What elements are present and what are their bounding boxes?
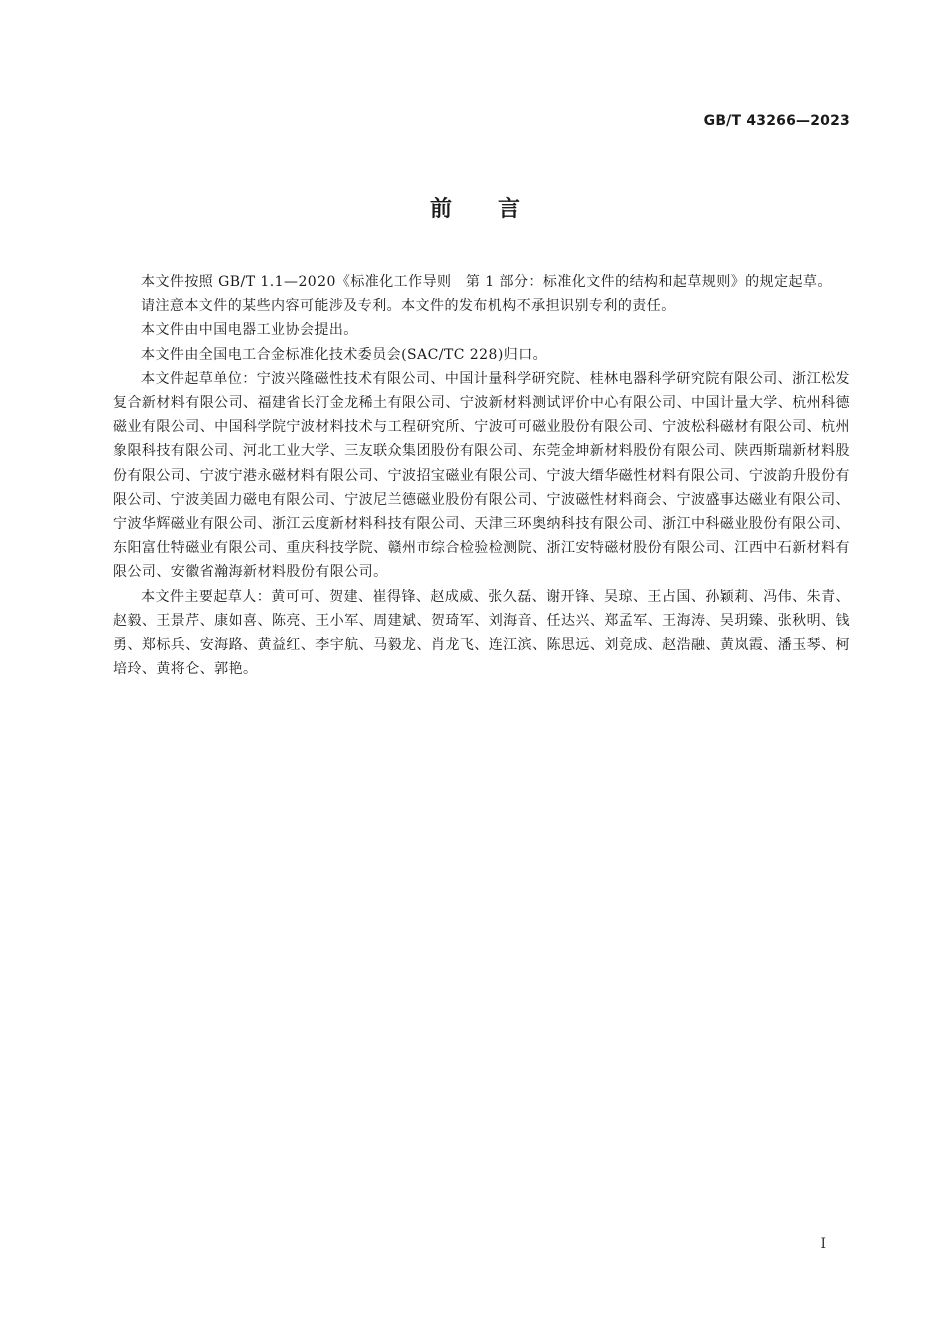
page-number: I (820, 1236, 826, 1252)
paragraph-proposer: 本文件由中国电器工业协会提出。 (141, 322, 358, 339)
paragraph-patent-notice: 请注意本文件的某些内容可能涉及专利。本文件的发布机构不承担识别专利的责任。 (141, 298, 676, 315)
foreword-body (113, 270, 850, 681)
paragraph-committee: 本文件由全国电工合金标准化技术委员会(SAC/TC 228)归口。 (141, 346, 548, 363)
paragraph-drafters: 本文件主要起草人：黄可可、贺建、崔得锋、赵成威、张久磊、谢开锋、吴琼、王占国、孙颖莉、冯伟、朱青、赵毅、王景芹、康如喜、陈亮、王小军、周建斌、贺琦军、刘海音、任达兴、郑孟军、王海涛、吴玥臻、张秋明、钱勇、郑标兵、安海路、黄益红、李宇航、马毅龙、肖龙飞、连江滨、陈思远、刘竞成、赵浩融、黄岚霞、潘玉琴、柯培玲、黄将仑、郭艳。 (113, 588, 850, 678)
standard-code: GB/T 43266—2023 (703, 113, 850, 129)
paragraph-drafting-rules: 本文件按照 GB/T 1.1—2020《标准化工作导则 第 1 部分：标准化文件的结构和起草规则》的规定起草。 (141, 274, 832, 290)
page-title: 前言 (429, 197, 566, 222)
paragraph-drafting-units: 本文件起草单位：宁波兴隆磁性技术有限公司、中国计量科学研究院、桂林电器科学研究院有限公司、浙江松发复合新材料有限公司、福建省长汀金龙稀土有限公司、宁波新材料测试评价中心有限公司、中国计量大学、杭州科德磁业有限公司、中国科学院宁波材料技术与工程研究所、宁波可可磁业股份有限公司、宁波松科磁材有限公司、杭州象限科技有限公司、河北工业大学、三友联众集团股份有限公司、东莞金坤新材料股份有限公司、陕西斯瑞新材料股份有限公司、宁波宁港永磁材料有限公司、宁波招宝磁业有限公司、宁波大缙华磁性材料有限公司、宁波韵升股份有限公司、宁波美固力磁电有限公司、宁波尼兰德磁业股份有限公司、宁波磁性材料商会、宁波盛事达磁业有限公司、宁波华辉磁业有限公司、浙江云度新材料科技有限公司、天津三环奥纳科技有限公司、浙江中科磁业股份有限公司、东阳富仕特磁业有限公司、重庆科技学院、赣州市综合检验检测院、浙江安特磁材股份有限公司、江西中石新材料有限公司、安徽省瀚海新材料股份有限公司。 (113, 370, 850, 581)
